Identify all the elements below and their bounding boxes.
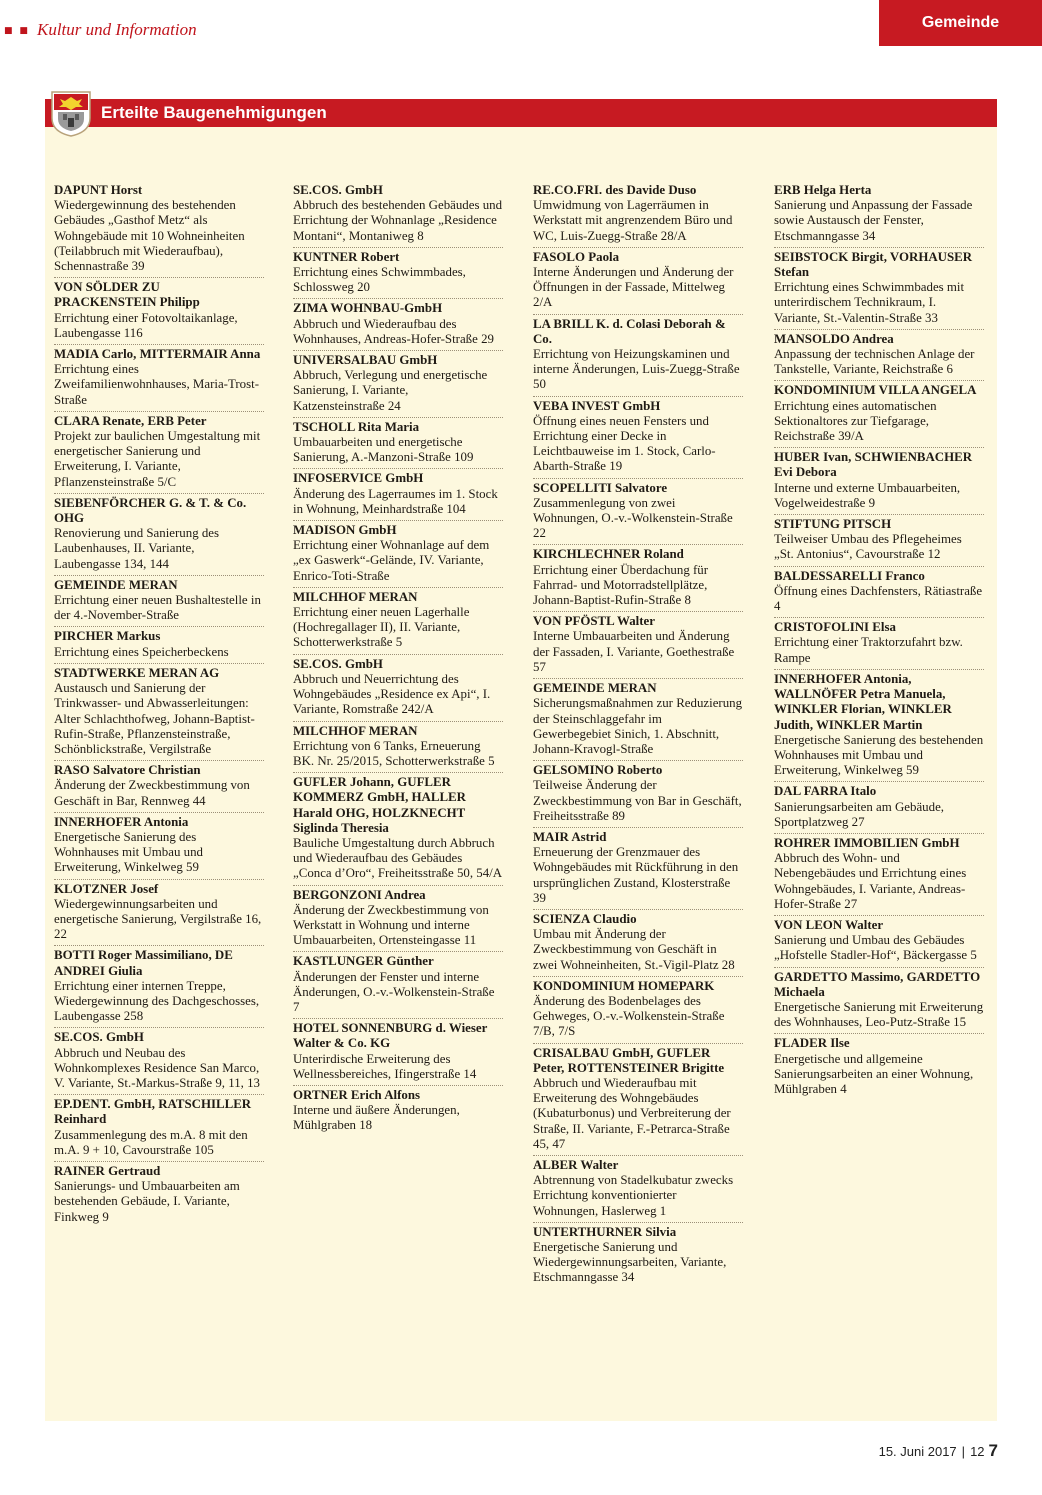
permit-entry: [774, 517, 984, 567]
permit-entry: [293, 183, 503, 248]
permit-description: Austausch und Sanierung der Trinkwasser- und Abwasserleitungen: Alter Schlachthofweg, Johann-Baptist-Rufin-Straße, Pflanzensteinstraße, Schönblickstraße, Vergilstraße: [54, 681, 255, 756]
page-footer: [879, 1441, 998, 1461]
applicant-name: BOTTI Roger Massimiliano, DE ANDREI Giulia: [54, 948, 233, 978]
permit-description: Umbauarbeiten und energetische Sanierung, A.-Manzoni-Straße 109: [293, 435, 474, 465]
applicant-name: KONDOMINIUM VILLA ANGELA: [774, 383, 977, 398]
permit-description: Änderungen der Fenster und interne Änderungen, O.-v.-Wolkenstein-Straße 7: [293, 969, 495, 1014]
permit-entry: [774, 450, 984, 515]
permit-entry: [54, 414, 264, 494]
permit-description: Abbruch und Neubau des Wohnkomplexes Residence San Marco, V. Variante, St.-Markus-Straße 9, 11, 13: [54, 1045, 260, 1090]
permit-description: Wiedergewinnungsarbeiten und energetische Sanierung, Vergilstraße 16, 22: [54, 896, 262, 942]
permit-description: Abbruch und Neuerrichtung des Wohngebäudes „Residence ex Api“, I. Variante, Romstraße 242/A: [293, 671, 491, 717]
applicant-name: BALDESSARELLI Franco: [774, 568, 925, 583]
permit-entry: [774, 1036, 984, 1100]
applicant-name: MILCHHOF MERAN: [293, 723, 418, 738]
permit-description: Sicherungsmaßnahmen zur Reduzierung der Steinschlaggefahr im Gewerbegebiet Sinich, 1. Abschnitt, Johann-Kravogl-Straße: [533, 696, 743, 756]
applicant-name: HUBER Ivan, SCHWIENBACHER Evi Debora: [774, 450, 973, 480]
applicant-name: CRISALBAU GmbH, GUFLER Peter, ROTTENSTEINER Brigitte: [533, 1045, 725, 1075]
permit-column-4: [774, 183, 984, 1102]
page-header: [0, 0, 1042, 60]
permit-description: Teilweiser Umbau des Pflegeheimes „St. Antonius“, Cavourstraße 12: [774, 532, 962, 562]
permit-entry: [54, 496, 264, 576]
footer-separator: |: [961, 1444, 966, 1459]
applicant-name: VEBA INVEST GmbH: [533, 398, 661, 413]
applicant-name: ALBER Walter: [533, 1157, 619, 1172]
applicant-name: ROHRER IMMOBILIEN GmbH: [774, 835, 960, 850]
permit-description: Abbruch und Wiederaufbau mit Erweiterung des Wohngebäudes (Kubaturbonus) und Verbreiterung der Straße, II. Variante, F.-Petrarca-Straße 45, 47: [533, 1075, 731, 1151]
permit-entry: [533, 1225, 743, 1289]
permit-description: Wiedergewinnung des bestehenden Gebäudes „Gasthof Metz“ als Wohngebäude mit 10 Wohneinheiten (Teilabbruch mit Wiederaufbau), Schennastraße 39: [54, 198, 245, 274]
applicant-name: FASOLO Paola: [533, 249, 620, 264]
permit-description: Errichtung eines automatischen Sektionaltores zur Tiefgarage, Reichstraße 39/A: [774, 398, 937, 444]
permit-description: Sanierung und Anpassung der Fassade sowie Austausch der Fenster, Etschmanngasse 34: [774, 198, 973, 243]
permit-description: Energetische Sanierung des bestehenden Wohnhauses mit Umbau und Erweiterung, Winkelweg 59: [774, 732, 984, 778]
permit-entry: [293, 250, 503, 300]
applicant-name: CLARA Renate, ERB Peter: [54, 413, 207, 428]
permit-description: Sanierung und Umbau des Gebäudes „Hofstelle Stadler-Hof“, Bäckergasse 5: [774, 933, 977, 963]
permit-description: Abbruch und Wiederaufbau des Wohnhauses, Andreas-Hofer-Straße 29: [293, 316, 494, 346]
permit-entry: [293, 1088, 503, 1137]
applicant-name: GEMEINDE MERAN: [54, 577, 178, 592]
applicant-name: ORTNER Erich Alfons: [293, 1087, 421, 1102]
applicant-name: KONDOMINIUM HOMEPARK: [533, 978, 715, 993]
permit-description: Interne Umbauarbeiten und Änderung der Fassaden, I. Variante, Goethestraße 57: [533, 629, 735, 674]
permit-description: Errichtung eines Speicherbeckens: [54, 644, 229, 659]
section-kicker: Kultur und Information: [37, 20, 197, 39]
permit-entry: [293, 471, 503, 521]
applicant-name: INNERHOFER Antonia, WALLNÖFER Petra Manuela, WINKLER Florian, WINKLER Judith, WINKLER Martin: [774, 671, 952, 732]
permit-column-1: [54, 183, 264, 1230]
permit-description: Abbruch des Wohn- und Nebengebäudes und Errichtung eines Wohngebäudes, I. Variante, Andreas-Hofer-Straße 27: [774, 851, 967, 911]
permit-entry: [54, 815, 264, 880]
permit-entry: [774, 836, 984, 916]
permit-column-2: [293, 183, 503, 1139]
permit-entry: [774, 183, 984, 248]
permit-entry: [533, 681, 743, 761]
section-tab: Gemeinde: [879, 0, 1042, 46]
permit-description: Sanierungs- und Umbauarbeiten am bestehenden Gebäude, I. Variante, Finkweg 9: [54, 1179, 240, 1224]
permit-entry: [54, 280, 264, 345]
permit-entry: [774, 620, 984, 670]
section-bullets: ■ ■: [4, 26, 30, 36]
permit-entry: [533, 912, 743, 977]
permit-entry: [293, 775, 503, 885]
permit-description: Projekt zur baulichen Umgestaltung mit energetischer Sanierung und Erweiterung, I. Variante, Pflanzensteinstraße 5/C: [54, 429, 261, 489]
permit-entry: [54, 629, 264, 663]
permit-entry: [54, 1030, 264, 1095]
permit-column-3: [533, 183, 743, 1291]
applicant-name: VON PFÖSTL Walter: [533, 614, 655, 629]
permit-description: Abbruch, Verlegung und energetische Sanierung, I. Variante, Katzensteinstraße 24: [293, 368, 488, 413]
permit-description: Erneuerung der Grenzmauer des Wohngebäudes mit Rückführung in den ursprünglichen Zustand, Klosterstraße 39: [533, 845, 739, 905]
permit-entry: [533, 1158, 743, 1223]
panel-title: Erteilte Baugenehmigungen: [101, 103, 327, 122]
applicant-name: DAL FARRA Italo: [774, 784, 877, 799]
permit-description: Errichtung eines Schwimmbades mit unterirdischem Technikraum, I. Variante, St.-Valentin-Straße 33: [774, 280, 965, 325]
permit-description: Renovierung und Sanierung des Laubenhauses, II. Variante, Laubengasse 134, 144: [54, 526, 220, 571]
permit-description: Energetische Sanierung und Wiedergewinnungsarbeiten, Variante, Etschmanngasse 34: [533, 1240, 727, 1285]
permit-entry: [54, 882, 264, 947]
permit-entry: [54, 1164, 264, 1228]
permit-entry: [293, 523, 503, 588]
permit-description: Errichtung einer neuen Lagerhalle (Hochregallager II), II. Variante, Schotterwerkstraße 5: [293, 605, 470, 650]
permit-entry: [533, 547, 743, 612]
permit-entry: [533, 317, 743, 397]
applicant-name: MADISON GmbH: [293, 523, 397, 538]
applicant-name: MANSOLDO Andrea: [774, 331, 894, 346]
applicant-name: SE.COS. GmbH: [293, 183, 383, 197]
applicant-name: MAIR Astrid: [533, 829, 607, 844]
permit-description: Umwidmung von Lagerräumen in Werkstatt mit angrenzendem Büro und WC, Luis-Zuegg-Straße 28/A: [533, 198, 733, 243]
permit-description: Zusammenlegung von zwei Wohnungen, O.-v.-Wolkenstein-Straße 22: [533, 495, 733, 541]
applicant-name: SCOPELLITI Salvatore: [533, 480, 668, 495]
permit-entry: [293, 353, 503, 418]
applicant-name: SE.COS. GmbH: [293, 656, 383, 671]
permit-description: Errichtung einer Überdachung für Fahrrad- und Motorradstellplätze, Johann-Baptist-Rufin-Straße 8: [533, 562, 709, 608]
applicant-name: MILCHHOF MERAN: [293, 589, 418, 604]
permit-description: Errichtung einer internen Treppe, Wiedergewinnung des Dachgeschosses, Laubengasse 258: [54, 978, 260, 1024]
permit-description: Unterirdische Erweiterung des Wellnessbereiches, Ifingerstraße 14: [293, 1051, 477, 1081]
permit-entry: [533, 763, 743, 828]
permit-entry: [774, 383, 984, 448]
permit-entry: [533, 979, 743, 1044]
permit-entry: [293, 420, 503, 470]
applicant-name: CRISTOFOLINI Elsa: [774, 620, 896, 635]
permit-description: Errichtung einer Traktorzufahrt bzw. Rampe: [774, 635, 963, 665]
applicant-name: RAINER Gertraud: [54, 1163, 161, 1178]
applicant-name: SCIENZA Claudio: [533, 911, 637, 926]
permit-description: Änderung des Lagerraumes im 1. Stock in Wohnung, Meinhardstraße 104: [293, 486, 498, 516]
permit-entry: [293, 724, 503, 774]
permit-entry: [533, 614, 743, 679]
applicant-name: SEIBSTOCK Birgit, VORHAUSER Stefan: [774, 249, 973, 280]
permit-entry: [774, 332, 984, 382]
permit-description: Energetische Sanierung des Wohnhauses mit Umbau und Erweiterung, Winkelweg 59: [54, 829, 203, 875]
applicant-name: VON SÖLDER ZU PRACKENSTEIN Philipp: [54, 280, 200, 310]
issue-date: 15. Juni 2017: [878, 1444, 957, 1459]
applicant-name: STIFTUNG PITSCH: [774, 517, 892, 532]
permit-description: Sanierungsarbeiten am Gebäude, Sportplatzweg 27: [774, 799, 945, 829]
applicant-name: BERGONZONI Andrea: [293, 887, 426, 902]
permit-entry: [54, 578, 264, 628]
permit-entry: [774, 918, 984, 968]
permit-description: Errichtung von 6 Tanks, Erneuerung BK. Nr. 25/2015, Schotterwerkstraße 5: [293, 738, 495, 768]
applicant-name: ZIMA WOHNBAU-GmbH: [293, 301, 443, 316]
permit-description: Öffnung eines Dachfensters, Rätiastraße 4: [774, 583, 983, 614]
permit-description: Errichtung einer Wohnanlage auf dem „ex Gaswerk“-Gelände, IV. Variante, Enrico-Toti-Straße: [293, 538, 490, 583]
applicant-name: INNERHOFER Antonia: [54, 814, 189, 829]
permit-description: Interne und externe Umbauarbeiten, Vogelweidestraße 9: [774, 480, 961, 510]
applicant-name: PIRCHER Markus: [54, 629, 161, 644]
applicant-name: TSCHOLL Rita Maria: [293, 419, 420, 434]
permit-entry: [54, 347, 264, 412]
permit-entry: [533, 1046, 743, 1156]
permit-description: Errichtung eines Schwimmbades, Schlossweg 20: [293, 265, 466, 295]
permit-entry: [54, 183, 264, 278]
permit-description: Umbau mit Änderung der Zweckbestimmung von Geschäft in zwei Wohneinheiten, St.-Vigil-Platz 28: [533, 927, 735, 972]
permit-entry: [293, 888, 503, 953]
applicant-name: KLOTZNER Josef: [54, 881, 159, 896]
permit-entry: [533, 830, 743, 910]
applicant-name: ERB Helga Herta: [774, 183, 872, 197]
applicant-name: GARDETTO Massimo, GARDETTO Michaela: [774, 969, 981, 999]
permit-description: Öffnung eines neuen Fensters und Errichtung einer Decke in Leichtbauweise im 1. Stock, Carlo-Abarth-Straße 19: [533, 413, 716, 474]
permit-entry: [774, 970, 984, 1035]
applicant-name: SIEBENFÖRCHER G. & T. & Co. OHG: [54, 495, 247, 526]
permit-entry: [293, 1021, 503, 1086]
permit-description: Änderung des Bodenbelages des Gehweges, O.-v.-Wolkenstein-Straße 7/B, 7/S: [533, 993, 725, 1039]
applicant-name: GUFLER Johann, GUFLER KOMMERZ GmbH, HALLER Harald OHG, HOLZKNECHT Siglinda Theresia: [293, 775, 466, 835]
permit-description: Änderung der Zweckbestimmung von Geschäft in Bar, Rennweg 44: [54, 778, 250, 808]
permit-description: Errichtung einer Fotovoltaikanlage, Laubengasse 116: [54, 310, 238, 340]
permit-entry: [774, 672, 984, 782]
permit-description: Abbruch des bestehenden Gebäudes und Errichtung der Wohnanlage „Residence Montani“, Montaniweg 8: [293, 198, 503, 243]
applicant-name: SE.COS. GmbH: [54, 1030, 144, 1045]
permit-entry: [54, 948, 264, 1028]
permit-entry: [774, 569, 984, 619]
permit-description: Interne Änderungen und Änderung der Öffnungen in der Fassade, Mittelweg 2/A: [533, 265, 734, 310]
permit-description: Bauliche Umgestaltung durch Abbruch und Wiederaufbau des Gebäudes „Conca d’Oro“, Freiheitsstraße 50, 54/A: [293, 835, 503, 881]
applicant-name: UNIVERSALBAU GmbH: [293, 353, 438, 368]
permit-entry: [54, 763, 264, 813]
permit-entry: [293, 590, 503, 655]
permit-description: Änderung der Zweckbestimmung von Werkstatt in Wohnung und interne Umbauarbeiten, Ortensteingasse 11: [293, 902, 489, 948]
permit-entry: [293, 954, 503, 1019]
permit-entry: [533, 250, 743, 315]
permit-description: Anpassung der technischen Anlage der Tankstelle, Variante, Reichstraße 6: [774, 347, 975, 377]
applicant-name: KIRCHLECHNER Roland: [533, 547, 684, 562]
applicant-name: GEMEINDE MERAN: [533, 681, 657, 696]
applicant-name: KUNTNER Robert: [293, 249, 400, 264]
applicant-name: FLADER Ilse: [774, 1036, 850, 1051]
permit-entry: [293, 301, 503, 351]
permit-description: Interne und äußere Änderungen, Mühlgraben 18: [293, 1103, 460, 1133]
permit-description: Zusammenlegung des m.A. 8 mit den m.A. 9 + 10, Cavourstraße 105: [54, 1127, 248, 1157]
permit-entry: [293, 657, 503, 722]
applicant-name: MADIA Carlo, MITTERMAIR Anna: [54, 347, 261, 362]
applicant-name: KASTLUNGER Günther: [293, 954, 434, 969]
applicant-name: UNTERTHURNER Silvia: [533, 1224, 677, 1239]
applicant-name: INFOSERVICE GmbH: [293, 471, 424, 486]
applicant-name: RASO Salvatore Christian: [54, 763, 201, 778]
coat-of-arms-icon: [46, 88, 96, 138]
page-number: 7: [988, 1441, 998, 1460]
permit-description: Errichtung von Heizungskaminen und interne Änderungen, Luis-Zuegg-Straße 50: [533, 347, 740, 392]
permit-description: Errichtung eines Zweifamilienwohnhauses, Maria-Trost-Straße: [54, 362, 260, 407]
applicant-name: VON LEON Walter: [774, 917, 884, 932]
permit-entry: [54, 1097, 264, 1162]
permit-description: Teilweise Änderung der Zweckbestimmung von Bar in Geschäft, Freiheitsstraße 89: [533, 778, 742, 823]
applicant-name: LA BRILL K. d. Colasi Deborah & Co.: [533, 316, 726, 346]
permit-entry: [533, 399, 743, 479]
permit-description: Abtrennung von Stadelkubatur zwecks Errichtung konventionierter Wohnungen, Haslerweg 1: [533, 1173, 734, 1218]
permit-description: Energetische Sanierung mit Erweiterung des Wohnhauses, Leo-Putz-Straße 15: [774, 999, 984, 1030]
applicant-name: RE.CO.FRI. des Davide Duso: [533, 183, 697, 197]
permit-description: Errichtung einer neuen Bushaltestelle in der 4.-November-Straße: [54, 593, 261, 623]
applicant-name: EP.DENT. GmbH, RATSCHILLER Reinhard: [54, 1097, 252, 1127]
permit-description: Energetische und allgemeine Sanierungsarbeiten an einer Wohnung, Mühlgraben 4: [774, 1051, 974, 1096]
permit-entry: [774, 784, 984, 834]
permit-entry: [533, 183, 743, 248]
permit-entry: [533, 481, 743, 546]
applicant-name: GELSOMINO Roberto: [533, 763, 663, 778]
applicant-name: STADTWERKE MERAN AG: [54, 665, 220, 680]
issue-number: 12: [970, 1444, 985, 1459]
permit-entry: [54, 666, 264, 761]
applicant-name: HOTEL SONNENBURG d. Wieser Walter & Co. KG: [293, 1021, 488, 1051]
applicant-name: DAPUNT Horst: [54, 183, 143, 197]
permit-entry: [774, 250, 984, 330]
